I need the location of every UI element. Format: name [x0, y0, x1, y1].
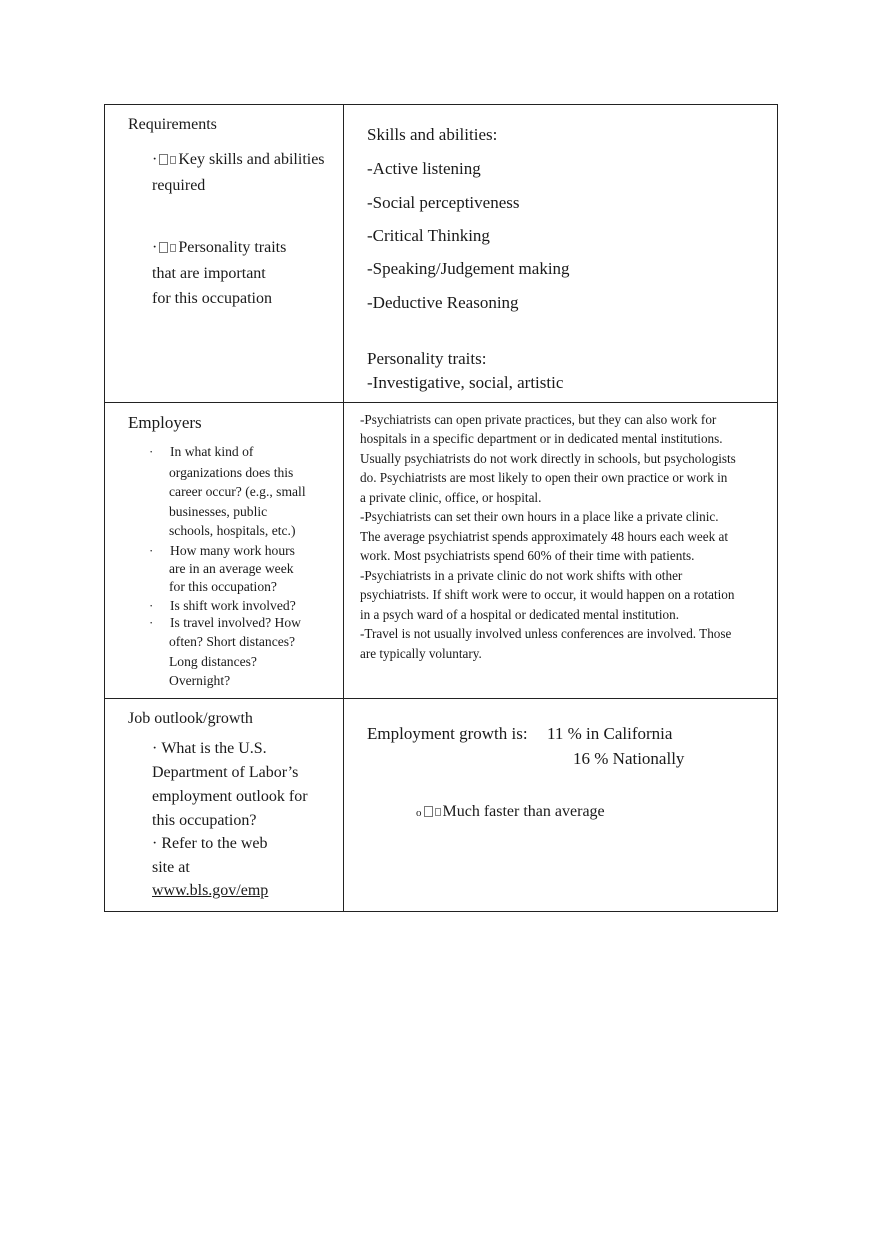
growth-california: 11 % in California — [547, 724, 673, 743]
bullet-dot: · — [149, 615, 154, 630]
employers-answer-line: -Psychiatrists can set their own hours in a place like a private clinic. — [360, 509, 719, 524]
outlook-q1-line: Department of Labor’s — [152, 764, 299, 781]
rating-marker: o — [416, 807, 422, 819]
employers-question-line: Overnight? — [169, 673, 231, 688]
employers-answer-line: in a psych ward of a hospital or dedicated mental institution. — [360, 607, 679, 622]
row-divider-2 — [104, 698, 778, 699]
column-divider — [343, 104, 344, 912]
missing-glyph-icon — [159, 154, 168, 165]
skill-item: -Speaking/Judgement making — [367, 259, 570, 278]
bullet-dot: · — [152, 740, 158, 757]
employers-answer-line: The average psychiatrist spends approximately 48 hours each week at — [360, 529, 729, 544]
skill-item: -Deductive Reasoning — [367, 293, 519, 312]
employers-question-line: Is travel involved? How — [170, 615, 301, 630]
missing-glyph-icon — [170, 244, 176, 252]
skill-item: -Social perceptiveness — [367, 193, 520, 212]
employers-question-line: How many work hours — [170, 543, 295, 558]
employers-question-line: often? Short distances? — [169, 634, 296, 649]
requirements-bullet-2 — [152, 239, 286, 257]
employers-answer-line: work. Most psychiatrists spend 60% of their time with patients. — [360, 548, 695, 563]
employers-question-line: Long distances? — [169, 654, 257, 669]
missing-glyph-icon — [424, 806, 433, 817]
employers-answer-line: a private clinic, office, or hospital. — [360, 490, 542, 505]
employers-answer-line: -Travel is not usually involved unless conferences are involved. Those — [360, 626, 732, 641]
skills-heading: Skills and abilities: — [367, 125, 498, 144]
missing-glyph-icon — [170, 156, 176, 164]
outlook-q1-line: employment outlook for — [152, 788, 308, 805]
growth-national: 16 % Nationally — [573, 749, 685, 768]
growth-rating-text: Much faster than average — [442, 803, 605, 820]
personality-value: -Investigative, social, artistic — [367, 373, 564, 392]
outlook-q1-line: this occupation? — [152, 812, 257, 829]
employers-question-line: are in an average week — [169, 561, 294, 576]
bullet-dot: · — [152, 835, 158, 852]
requirements-bullet-2-line2: that are important — [152, 265, 266, 282]
bullet-dot: · — [152, 239, 158, 256]
employers-heading: Employers — [128, 413, 202, 432]
bullet-dot: · — [152, 151, 158, 168]
employers-answer-line: psychiatrists. If shift work were to occur, it would happen on a rotation — [360, 587, 735, 602]
missing-glyph-icon — [159, 242, 168, 253]
bullet-dot: · — [149, 444, 154, 459]
employers-question-line: Is shift work involved? — [170, 598, 296, 613]
requirements-bullet-1-cont: required — [152, 177, 206, 194]
requirements-bullet-2-text: Personality traits — [178, 239, 287, 256]
missing-glyph-icon — [435, 808, 441, 816]
skill-item: -Critical Thinking — [367, 226, 490, 245]
skill-item: -Active listening — [367, 159, 481, 178]
employers-question-line: schools, hospitals, etc.) — [169, 523, 296, 538]
outlook-q2-line — [152, 835, 268, 853]
requirements-heading: Requirements — [128, 116, 217, 133]
employers-question-line: organizations does this — [169, 465, 294, 480]
employers-question-line: In what kind of — [170, 444, 254, 459]
outlook-heading: Job outlook/growth — [128, 710, 253, 727]
requirements-bullet-1-text: Key skills and abilities — [178, 151, 325, 168]
requirements-bullet-2-line3: for this occupation — [152, 290, 272, 307]
employers-answer-line: do. Psychiatrists are most likely to open their own practice or work in — [360, 470, 728, 485]
employers-answer-line: -Psychiatrists can open private practices, but they can also work for — [360, 412, 717, 427]
row-divider-1 — [104, 402, 778, 403]
employers-answer-line: Usually psychiatrists do not work directly in schools, but psychologists — [360, 451, 736, 466]
bullet-dot: · — [149, 598, 154, 613]
employers-answer-line: -Psychiatrists in a private clinic do not work shifts with other — [360, 568, 683, 583]
employers-question-line: businesses, public — [169, 504, 268, 519]
employers-question-line: for this occupation? — [169, 579, 277, 594]
personality-heading: Personality traits: — [367, 349, 487, 368]
requirements-bullet-1 — [152, 151, 325, 169]
employers-answer-line: are typically voluntary. — [360, 646, 482, 661]
growth-rating — [416, 803, 605, 821]
outlook-q2-line: site at — [152, 859, 190, 876]
employers-question-line: career occur? (e.g., small — [169, 484, 306, 499]
bls-link[interactable]: www.bls.gov/emp — [152, 882, 269, 899]
outlook-q1-line — [152, 740, 267, 758]
growth-label: Employment growth is: — [367, 724, 528, 743]
bullet-dot: · — [149, 543, 154, 558]
employers-answer-line: hospitals in a specific department or in dedicated mental institutions. — [360, 431, 723, 446]
outlook-q2-text: Refer to the web — [161, 835, 268, 852]
outlook-q1-text: What is the U.S. — [161, 740, 267, 757]
